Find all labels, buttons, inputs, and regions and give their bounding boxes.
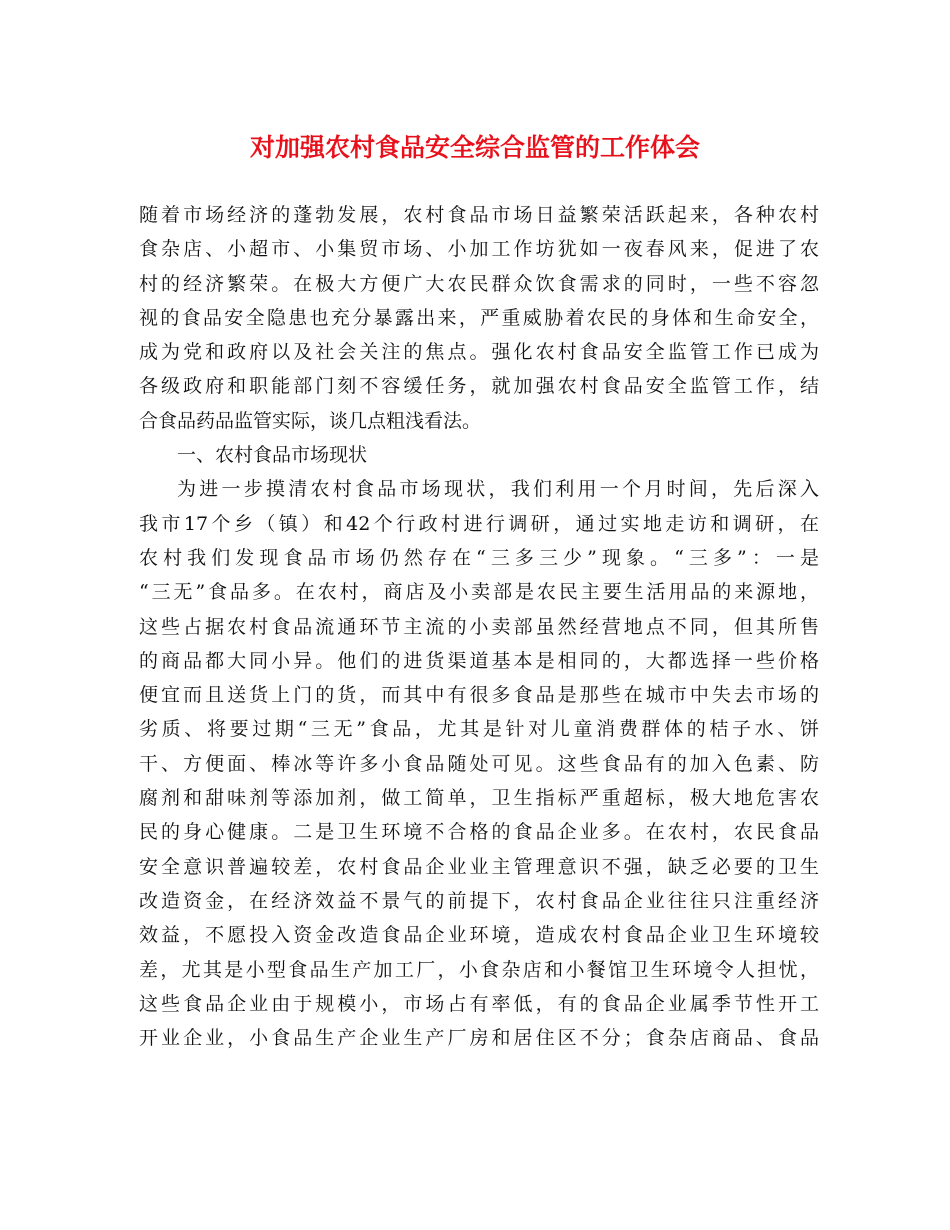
- text-line: 随着市场经济的蓬勃发展，农村食品市场日益繁荣活跃起来，各种农村: [139, 204, 819, 226]
- text-line: 农村我们发现食品市场仍然存在“三多三少”现象。“三多”：一是: [139, 546, 819, 569]
- text-line: 这些占据农村食品流通环节主流的小卖部虽然经营地点不同，但其所售: [139, 615, 819, 638]
- text-line: 为进一步摸清农村食品市场现状，我们利用一个月时间，先后深入: [177, 478, 819, 501]
- text-line: 食杂店、小超市、小集贸市场、小加工作坊犹如一夜春风来，促进了农: [139, 238, 819, 261]
- text-line: 我市17个乡（镇）和42个行政村进行调研，通过实地走访和调研，在: [139, 512, 819, 535]
- text-line: 成为党和政府以及社会关注的焦点。强化农村食品安全监管工作已成为: [139, 341, 819, 364]
- text-line: 开业企业，小食品生产企业生产厂房和居住区不分；食杂店商品、食品: [139, 1027, 819, 1050]
- text-line: 劣质、将要过期“三无”食品，尤其是针对儿童消费群体的桔子水、饼: [139, 718, 819, 741]
- text-line: 合食品药品监管实际，谈几点粗浅看法。: [139, 409, 482, 432]
- text-line: 各级政府和职能部门刻不容缓任务，就加强农村食品安全监管工作，结: [139, 375, 819, 398]
- text-line: 安全意识普遍较差，农村食品企业业主管理意识不强，缺乏必要的卫生: [139, 855, 819, 878]
- text-line: 差，尤其是小型食品生产加工厂，小食杂店和小餐馆卫生环境令人担忧，: [139, 958, 819, 981]
- text-line: 的商品都大同小异。他们的进货渠道基本是相同的，大都选择一些价格: [139, 649, 819, 672]
- text-line: 视的食品安全隐患也充分暴露出来，严重威胁着农民的身体和生命安全，: [139, 306, 819, 329]
- text-line: 腐剂和甜味剂等添加剂，做工简单，卫生指标严重超标，极大地危害农: [139, 787, 819, 810]
- text-line: “三无”食品多。在农村，商店及小卖部是农民主要生活用品的来源地，: [139, 581, 819, 604]
- text-line: 一、农村食品市场现状: [177, 444, 368, 467]
- text-line: 民的身心健康。二是卫生环境不合格的食品企业多。在农村，农民食品: [139, 821, 819, 844]
- text-line: 这些食品企业由于规模小，市场占有率低，有的食品企业属季节性开工: [139, 992, 819, 1015]
- text-line: 村的经济繁荣。在极大方便广大农民群众饮食需求的同时，一些不容忽: [139, 272, 819, 295]
- document-title: 对加强农村食品安全综合监管的工作体会: [249, 133, 700, 162]
- text-line: 干、方便面、棒冰等许多小食品随处可见。这些食品有的加入色素、防: [139, 752, 819, 775]
- document-body: [139, 198, 819, 1055]
- text-line: 效益，不愿投入资金改造食品企业环境，造成农村食品企业卫生环境较: [139, 924, 819, 947]
- text-line: 便宜而且送货上门的货，而其中有很多食品是那些在城市中失去市场的: [139, 684, 819, 707]
- text-line: 改造资金，在经济效益不景气的前提下，农村食品企业往往只注重经济: [139, 889, 819, 912]
